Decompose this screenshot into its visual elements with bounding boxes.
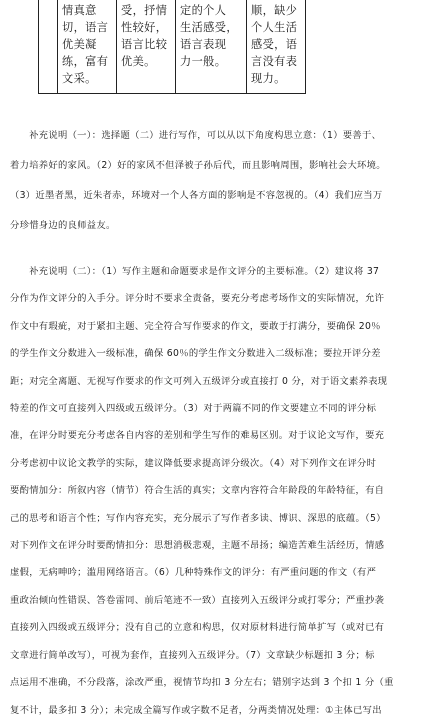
paragraph-line: 复不计，最多扣 3 分）；未完成全篇写作或字数不足者，分两类情况处理：①主体已写出 [10,704,382,716]
table-cell-level-1: 情真意 切，语言 优美凝 练，富有 文采。 [58,0,117,94]
paragraph-line: 直接列入四级或五级评分；没有自己的立意和构思，仅对原材料进行简单扩写（或对已有 [10,622,385,634]
paragraph-line: 对下列作文在评分时要酌情扣分：思想消极悲观，主题不昂扬；编造苦难生活经历，情感 [10,540,385,552]
paragraph-line: 分作为作文评分的入手分。评分时不要求全责备，要充分考虑考场作文的实际情况，允许 [10,293,385,305]
paragraph-line: 虚假，无病呻吟；滥用网络语言。（6）几种特殊作文的评分：有严重问题的作文（有严 [10,567,377,579]
paragraph-line: 距；对完全离题、无视写作要求的作文可列入五级评分或直接打 0 分，对于语文素养表现 [10,375,388,387]
table-cell-level-4: 顺，缺少 个人生活 感受，语 言没有表 现力。 [247,0,306,94]
table-cell-level-3: 定的个人 生活感受， 语言表现 力一般。 [176,0,247,94]
paragraph-line: 点运用不准确，不分段落，涂改严重，视情节均扣 3 分左右；错别字达到 3 个扣 1 分（重 [10,677,394,689]
paragraph-line: 分考虑初中议论文教学的实际，建议降低要求提高评分级次。（4）对下列作文在评分时 [10,457,377,469]
paragraph-line: 着力培养好的家风。（2）好的家风不但泽被子孙后代，而且影响周围，影响社会大环境。 [10,160,386,171]
paragraph-line: 补充说明（一）：选择题（二）进行写作，可以从以下角度构思立意：（1）要善于、 [10,130,382,141]
grading-table-fragment [38,0,306,94]
paragraph-line: 作文中有瑕疵，对于紧扣主题、完全符合写作要求的作文，要敢于打满分，要确保 20％ [10,320,381,332]
supplement-note-2 [10,258,435,724]
paragraph-line: 文章进行简单改写），可视为套作，直接列入五级评分。（7）文章缺少标题扣 3 分；标 [10,649,375,661]
table-cell-level-2: 受，抒情 性较好， 语言比较 优美。 [117,0,176,94]
paragraph-line: 己的思考和语言个性；写作内容充实，充分展示了写作者多读、博识、深思的底蕴。（5） [10,512,386,524]
paragraph-line: 补充说明（二）：（1）写作主题和命题要求是作文评分的主要标准。（2）建议将 37 [10,266,380,277]
table-row [39,0,306,94]
paragraph-line: 分珍惜身边的良师益友。 [10,220,116,231]
paragraph-line: 重政治倾向性错误、答卷雷同、前后笔迹不一致）直接列入五级评分或打零分；严重抄袭 [10,594,385,606]
paragraph-line: 准，在评分时要充分考虑各自内容的差别和学生写作的难易区别。对于议论文写作，要充 [10,430,385,442]
paragraph-line: 的学生作文分数进入一级标准，确保 60％的学生作文分数进入二级标准；要拉开评分差 [10,348,381,360]
supplement-note-1 [10,121,435,241]
paragraph-line: 要酌情加分：所叙内容（情节）符合生活的真实；文章内容符合年龄段的年龄特征，有自 [10,485,385,497]
paragraph-line: （3）近墨者黑，近朱者赤，环境对一个人各方面的影响是不容忽视的。（4）我们应当万 [10,190,383,201]
paragraph-line: 特差的作文可直接列入四级或五级评分。（3）对于两篇不同的作文要建立不同的评分标 [10,403,377,415]
table-cell-blank [39,0,58,94]
